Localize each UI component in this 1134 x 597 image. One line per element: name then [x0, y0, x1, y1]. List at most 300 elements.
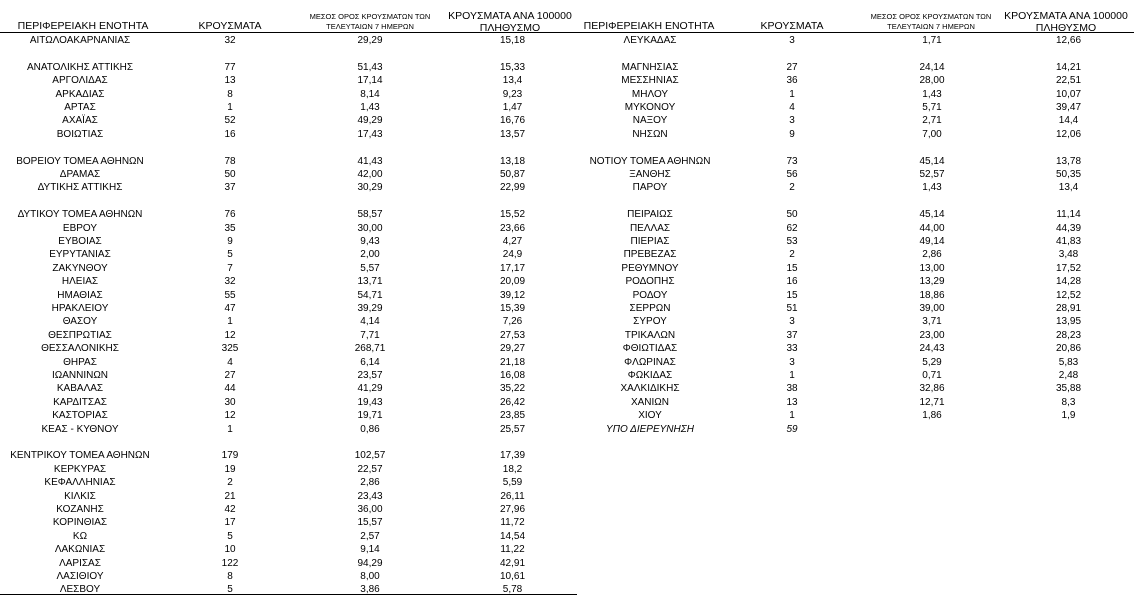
left-cell-region: ΖΑΚΥΝΘΟΥ	[52, 262, 108, 274]
right-cell-cases: 73	[786, 155, 798, 167]
left-cell-per: 10,61	[499, 571, 526, 582]
left-cell-region: ΔΥΤΙΚΟΥ ΤΟΜΕΑ ΑΘΗΝΩΝ	[17, 209, 143, 221]
left-cell-per: 5,59	[502, 477, 523, 489]
right-cell-cases: 27	[786, 61, 798, 73]
right-cell-per: 13,78	[1055, 155, 1082, 167]
right-cell-avg: 44,00	[919, 222, 945, 234]
left-cell-cases: 12	[224, 329, 236, 341]
left-cell-avg: 13,71	[357, 276, 383, 288]
right-table-row	[0, 101, 1134, 114]
right-cell-per: 12,06	[1055, 128, 1082, 140]
left-cell-region: ΔΡΑΜΑΣ	[59, 169, 101, 180]
left-cell-cases: 179	[221, 450, 239, 462]
left-per100k-header-line1: ΚΡΟΥΣΜΑΤΑ ΑΝΑ 100000	[448, 10, 572, 22]
left-cell-region: ΛΕΣΒΟΥ	[59, 584, 101, 596]
left-cell-region: ΛΑΣΙΘΙΟΥ	[56, 571, 104, 582]
right-table-row	[0, 61, 1134, 74]
right-cell-region: ΠΡΕΒΕΖΑΣ	[623, 249, 677, 261]
right-cell-per: 39,47	[1055, 102, 1082, 113]
right-cell-avg: 3,71	[922, 316, 942, 328]
left-table-row	[0, 503, 1134, 516]
right-cell-avg: 5,71	[922, 102, 942, 113]
left-cell-avg: 29,29	[357, 35, 383, 46]
right-cell-cases: 3	[789, 316, 795, 328]
left-cell-per: 50,87	[499, 169, 526, 180]
right-table-row	[0, 409, 1134, 422]
left-cell-per: 1,47	[502, 102, 523, 113]
left-table-row	[0, 516, 1134, 529]
right-cell-cases: 2	[789, 182, 795, 194]
right-per100k-header-line2: ΠΛΗΘΥΣΜΟ	[1035, 22, 1097, 34]
right-header-rule	[577, 32, 1134, 33]
left-cell-avg: 42,00	[357, 169, 383, 180]
right-cell-per: 28,91	[1055, 303, 1082, 314]
right-cell-avg: 32,86	[919, 383, 945, 395]
right-table-row	[0, 342, 1134, 355]
left-cell-cases: 10	[224, 544, 236, 556]
left-table-row	[0, 543, 1134, 556]
left-cell-cases: 1	[227, 423, 233, 435]
left-cell-region: ΕΒΡΟΥ	[62, 222, 98, 234]
left-cell-avg: 19,71	[357, 410, 383, 422]
left-cell-region: ΑΙΤΩΛΟΑΚΑΡΝΑΝΙΑΣ	[29, 35, 131, 46]
left-cell-per: 13,4	[502, 75, 523, 87]
left-cell-cases: 4	[227, 356, 233, 368]
left-cell-avg: 2,57	[360, 530, 380, 542]
right-cell-avg: 1,71	[922, 35, 942, 46]
right-cell-per: 44,39	[1055, 222, 1082, 234]
left-cell-per: 7,26	[502, 316, 523, 328]
left-cell-cases: 5	[227, 530, 233, 542]
right-cell-per: 12,66	[1055, 35, 1082, 46]
right-cell-region: ΠΙΕΡΙΑΣ	[630, 236, 670, 247]
right-table-row	[0, 356, 1134, 369]
right-cell-avg: 18,86	[919, 289, 945, 301]
right-table-row	[0, 74, 1134, 87]
right-avg-header-line1: ΜΕΣΟΣ ΟΡΟΣ ΚΡΟΥΣΜΑΤΩΝ ΤΩΝ	[870, 12, 992, 21]
right-cell-avg: 24,43	[919, 343, 945, 355]
left-cell-avg: 2,00	[360, 249, 380, 261]
right-cell-cases: 53	[786, 236, 798, 247]
left-cell-avg: 41,29	[357, 383, 383, 395]
left-cell-cases: 17	[224, 517, 236, 529]
left-cell-per: 15,52	[499, 209, 526, 221]
left-table-row	[0, 449, 1134, 462]
right-cell-per: 1,9	[1061, 410, 1076, 422]
right-cell-cases: 4	[789, 102, 795, 113]
right-cell-per: 17,52	[1055, 262, 1082, 274]
left-header-rule	[0, 32, 577, 33]
left-cell-region: ΛΑΚΩΝΙΑΣ	[54, 544, 106, 556]
right-cell-region: ΜΕΣΣΗΝΙΑΣ	[621, 75, 679, 87]
left-table-row	[0, 530, 1134, 543]
right-cell-cases: 3	[789, 35, 795, 46]
left-cell-cases: 8	[227, 88, 233, 100]
right-cell-region: ΡΟΔΟΥ	[632, 289, 668, 301]
right-table-row	[0, 396, 1134, 409]
left-cell-avg: 54,71	[357, 289, 383, 301]
left-cell-region: ΑΡΓΟΛΙΔΑΣ	[52, 75, 108, 87]
left-cell-region: ΘΕΣΠΡΩΤΙΑΣ	[48, 329, 112, 341]
left-cell-region: ΛΑΡΙΣΑΣ	[59, 557, 101, 569]
right-cell-avg: 52,57	[919, 169, 945, 180]
right-cell-per: 12,52	[1055, 289, 1082, 301]
left-cell-per: 15,39	[499, 303, 526, 314]
right-cell-per: 13,95	[1055, 316, 1082, 328]
left-cell-avg: 8,14	[360, 88, 380, 100]
right-table-row	[0, 329, 1134, 342]
right-cell-avg: 45,14	[919, 155, 945, 167]
left-table-row	[0, 476, 1134, 489]
left-cell-cases: 122	[221, 557, 239, 569]
right-table-row	[0, 248, 1134, 261]
right-cell-avg: 23,00	[919, 329, 945, 341]
left-cell-region: ΑΧΑΪΑΣ	[62, 115, 98, 127]
left-cell-per: 18,2	[502, 463, 523, 475]
right-cell-per: 11,14	[1056, 209, 1081, 221]
right-table-row	[0, 155, 1134, 168]
right-cell-cases: 36	[786, 75, 798, 87]
left-avg-header-line2: ΤΕΛΕΥΤΑΙΩΝ 7 ΗΜΕΡΩΝ	[326, 22, 414, 31]
left-cell-region: ΚΕΡΚΥΡΑΣ	[53, 463, 107, 475]
left-cell-per: 13,18	[499, 155, 526, 167]
left-cell-per: 15,33	[499, 61, 526, 73]
right-cell-region: ΠΑΡΟΥ	[632, 182, 668, 194]
left-cell-region: ΚΑΣΤΟΡΙΑΣ	[52, 410, 108, 422]
left-table-row	[0, 583, 1134, 596]
left-cell-avg: 94,29	[357, 557, 383, 569]
left-cell-cases: 7	[227, 262, 233, 274]
left-cell-avg: 58,57	[357, 209, 383, 221]
left-cell-per: 23,66	[499, 222, 526, 234]
left-cell-cases: 1	[227, 102, 233, 113]
left-cell-region: ΒΟΙΩΤΙΑΣ	[56, 128, 104, 140]
right-cell-cases: 59	[786, 423, 798, 435]
right-cell-cases: 3	[789, 356, 795, 368]
right-cell-cases: 1	[789, 410, 795, 422]
right-cell-cases: 13	[786, 396, 798, 408]
left-cell-avg: 3,86	[360, 584, 380, 596]
left-table-row	[0, 463, 1134, 476]
right-cell-region: ΜΗΛΟΥ	[631, 88, 669, 100]
left-cell-avg: 17,43	[357, 128, 383, 140]
left-cell-avg: 30,00	[357, 222, 383, 234]
right-table-row	[0, 168, 1134, 181]
left-cell-region: ΕΥΒΟΙΑΣ	[58, 236, 102, 247]
right-table-row	[0, 128, 1134, 141]
left-cell-per: 5,78	[502, 584, 523, 596]
right-cell-cases: 15	[786, 289, 798, 301]
left-cell-avg: 30,29	[357, 182, 383, 194]
left-cell-cases: 2	[227, 477, 233, 489]
left-cell-per: 14,54	[499, 530, 526, 542]
left-cell-region: ΚΕΑΣ - ΚΥΘΝΟΥ	[41, 423, 119, 435]
left-cell-cases: 77	[224, 61, 236, 73]
left-cell-cases: 5	[227, 249, 233, 261]
right-cell-cases: 16	[786, 276, 798, 288]
left-cell-avg: 6,14	[360, 356, 380, 368]
right-table-row	[0, 262, 1134, 275]
right-cell-region: ΜΑΓΝΗΣΙΑΣ	[621, 61, 679, 73]
right-cell-region: ΧΑΝΙΩΝ	[630, 396, 670, 408]
left-cell-avg: 23,57	[357, 370, 383, 381]
left-cell-per: 35,22	[499, 383, 526, 395]
right-cell-per: 20,86	[1055, 343, 1082, 355]
right-cell-avg: 13,00	[919, 262, 945, 274]
left-cell-avg: 15,57	[357, 517, 383, 529]
left-cell-per: 15,18	[499, 35, 526, 46]
left-cell-per: 16,76	[499, 115, 526, 127]
left-table-row	[0, 557, 1134, 570]
left-cell-per: 11,22	[500, 544, 525, 556]
right-cell-region: ΝΟΤΙΟΥ ΤΟΜΕΑ ΑΘΗΝΩΝ	[589, 155, 711, 167]
left-cell-cases: 44	[224, 383, 236, 395]
right-cell-region: ΦΛΩΡΙΝΑΣ	[624, 356, 676, 368]
right-cell-region: ΝΗΣΩΝ	[632, 128, 668, 140]
right-cell-region: ΧΑΛΚΙΔΙΚΗΣ	[620, 383, 680, 395]
left-cell-per: 24,9	[502, 249, 523, 261]
right-cell-region: ΦΘΙΩΤΙΔΑΣ	[622, 343, 678, 355]
left-cell-cases: 16	[224, 128, 236, 140]
right-cell-per: 50,35	[1055, 169, 1082, 180]
left-avg-header-line1: ΜΕΣΟΣ ΟΡΟΣ ΚΡΟΥΣΜΑΤΩΝ ΤΩΝ	[309, 12, 431, 21]
right-cell-region: ΝΑΞΟΥ	[632, 115, 668, 127]
right-table-row	[0, 315, 1134, 328]
left-cell-cases: 13	[224, 75, 236, 87]
left-cell-avg: 4,14	[360, 316, 380, 328]
left-cell-cases: 78	[224, 155, 236, 167]
left-cell-region: ΕΥΡΥΤΑΝΙΑΣ	[49, 249, 111, 261]
right-table-row	[0, 235, 1134, 248]
left-cell-cases: 42	[224, 504, 236, 515]
right-cell-cases: 50	[786, 209, 798, 221]
right-cell-cases: 9	[789, 128, 795, 140]
right-cell-per: 22,51	[1055, 75, 1082, 87]
right-cell-cases: 1	[789, 88, 795, 100]
right-cell-cases: 37	[786, 329, 798, 341]
left-cell-region: ΙΩΑΝΝΙΝΩΝ	[51, 370, 109, 381]
left-cell-avg: 41,43	[357, 155, 383, 167]
right-cell-avg: 7,00	[922, 128, 942, 140]
right-cell-per: 14,28	[1055, 276, 1082, 288]
left-cell-region: ΗΛΕΙΑΣ	[61, 276, 99, 288]
left-cell-region: ΘΗΡΑΣ	[63, 356, 97, 368]
right-cell-region: ΣΕΡΡΩΝ	[629, 303, 671, 314]
left-table-row	[0, 570, 1134, 583]
right-cell-avg: 49,14	[919, 236, 945, 247]
left-cell-region: ΑΡΤΑΣ	[64, 102, 96, 113]
right-cell-avg: 2,71	[922, 115, 942, 127]
left-cell-region: ΚΑΡΔΙΤΣΑΣ	[53, 396, 107, 408]
right-cell-avg: 45,14	[919, 209, 945, 221]
right-cases-header: ΚΡΟΥΣΜΑΤΑ	[760, 20, 824, 32]
right-table-row	[0, 289, 1134, 302]
right-cell-cases: 3	[789, 115, 795, 127]
right-table-row	[0, 181, 1134, 194]
right-cell-region: ΧΙΟΥ	[638, 410, 662, 422]
left-cell-per: 27,53	[499, 329, 526, 341]
right-table-row	[0, 382, 1134, 395]
left-cell-cases: 30	[224, 396, 236, 408]
left-cell-avg: 22,57	[357, 463, 383, 475]
left-cell-cases: 47	[224, 303, 236, 314]
left-cell-per: 20,09	[499, 276, 526, 288]
right-table-row	[0, 302, 1134, 315]
right-per100k-header-line1: ΚΡΟΥΣΜΑΤΑ ΑΝΑ 100000	[1004, 10, 1128, 22]
right-cell-cases: 1	[789, 370, 795, 381]
left-cell-region: ΘΕΣΣΑΛΟΝΙΚΗΣ	[41, 343, 119, 355]
left-cell-avg: 268,71	[354, 343, 386, 355]
left-cell-region: ΑΡΚΑΔΙΑΣ	[55, 88, 105, 100]
left-cell-region: ΒΟΡΕΙΟΥ ΤΟΜΕΑ ΑΘΗΝΩΝ	[16, 155, 144, 167]
right-cell-avg: 13,29	[919, 276, 945, 288]
left-cell-per: 22,99	[499, 182, 526, 194]
left-cell-region: ΑΝΑΤΟΛΙΚΗΣ ΑΤΤΙΚΗΣ	[26, 61, 134, 73]
right-cell-region: ΣΥΡΟΥ	[633, 316, 667, 328]
left-cell-per: 25,57	[499, 423, 526, 435]
left-cases-header: ΚΡΟΥΣΜΑΤΑ	[198, 20, 262, 32]
right-cell-per: 8,3	[1061, 396, 1076, 408]
left-cell-avg: 2,86	[360, 477, 380, 489]
left-cell-cases: 5	[227, 584, 233, 596]
right-table-row	[0, 114, 1134, 127]
left-cell-avg: 9,14	[360, 544, 380, 556]
right-cell-per: 3,48	[1058, 249, 1079, 261]
left-cell-region: ΚΟΖΑΝΗΣ	[56, 504, 104, 515]
left-cell-cases: 32	[224, 276, 236, 288]
left-cell-region: ΗΜΑΘΙΑΣ	[57, 289, 103, 301]
left-cell-avg: 7,71	[360, 329, 380, 341]
right-cell-region: ΥΠΟ ΔΙΕΡΕΥΝΗΣΗ	[606, 423, 694, 435]
left-cell-cases: 37	[224, 182, 236, 194]
right-cell-region: ΜΥΚΟΝΟΥ	[624, 102, 676, 113]
left-table-row	[0, 490, 1134, 503]
right-cell-cases: 38	[786, 383, 798, 395]
right-cell-cases: 2	[789, 249, 795, 261]
left-cell-region: ΚΙΛΚΙΣ	[64, 490, 96, 502]
right-cell-region: ΞΑΝΘΗΣ	[629, 169, 671, 180]
left-cell-avg: 39,29	[357, 303, 383, 314]
left-cell-region: ΚΕΦΑΛΛΗΝΙΑΣ	[44, 477, 116, 489]
left-cell-cases: 325	[221, 343, 239, 355]
left-cell-cases: 19	[224, 463, 236, 475]
right-cell-avg: 1,43	[922, 88, 942, 100]
left-cell-per: 23,85	[499, 410, 526, 422]
left-cell-cases: 12	[224, 410, 236, 422]
left-cell-region: ΚΩ	[72, 530, 88, 542]
right-cell-avg: 28,00	[919, 75, 945, 87]
left-cell-cases: 9	[227, 236, 233, 247]
left-cell-avg: 36,00	[357, 504, 383, 515]
right-cell-per: 28,23	[1055, 329, 1082, 341]
right-cell-avg: 2,86	[922, 249, 942, 261]
left-cell-cases: 1	[227, 316, 233, 328]
left-cell-region: ΚΕΝΤΡΙΚΟΥ ΤΟΜΕΑ ΑΘΗΝΩΝ	[10, 450, 150, 462]
left-cell-avg: 9,43	[360, 236, 380, 247]
right-cell-region: ΡΟΔΟΠΗΣ	[625, 276, 675, 288]
left-cell-per: 16,08	[499, 370, 526, 381]
right-cell-region: ΠΕΛΛΑΣ	[629, 222, 671, 234]
left-cell-region: ΚΑΒΑΛΑΣ	[56, 383, 104, 395]
right-table-row	[0, 34, 1134, 47]
left-cell-avg: 102,57	[354, 450, 386, 462]
left-cell-avg: 1,43	[360, 102, 380, 113]
right-cell-avg: 1,86	[922, 410, 942, 422]
left-cell-per: 26,42	[499, 396, 526, 408]
left-cell-per: 9,23	[502, 88, 523, 100]
right-cell-region: ΠΕΙΡΑΙΩΣ	[627, 209, 673, 221]
right-cell-per: 13,4	[1058, 182, 1079, 194]
right-cell-region: ΦΩΚΙΔΑΣ	[627, 370, 673, 381]
right-cell-region: ΤΡΙΚΑΛΩΝ	[624, 329, 676, 341]
left-cell-cases: 35	[224, 222, 236, 234]
left-cell-per: 39,12	[499, 289, 526, 301]
right-table-row	[0, 208, 1134, 221]
left-cell-region: ΘΑΣΟΥ	[62, 316, 98, 328]
right-cell-per: 2,48	[1058, 370, 1079, 381]
right-cell-avg: 5,29	[922, 356, 942, 368]
left-cell-per: 4,27	[502, 236, 523, 247]
left-cell-per: 27,96	[499, 504, 526, 515]
left-cell-region: ΚΟΡΙΝΘΙΑΣ	[52, 517, 108, 529]
left-cell-per: 42,91	[499, 557, 526, 569]
right-region-header: ΠΕΡΙΦΕΡΕΙΑΚΗ ΕΝΟΤΗΤΑ	[583, 20, 715, 32]
left-cell-avg: 49,29	[357, 115, 383, 127]
right-cell-avg: 39,00	[919, 303, 945, 314]
right-cell-avg: 12,71	[919, 396, 945, 408]
left-cell-avg: 5,57	[360, 262, 380, 274]
left-cell-cases: 8	[227, 571, 233, 582]
right-cell-avg: 1,43	[922, 182, 942, 194]
left-cell-avg: 19,43	[357, 396, 383, 408]
right-cell-cases: 15	[786, 262, 798, 274]
left-cell-cases: 76	[224, 209, 236, 221]
right-table-row	[0, 88, 1134, 101]
left-cell-region: ΗΡΑΚΛΕΙΟΥ	[51, 303, 109, 314]
left-cell-per: 17,17	[499, 262, 526, 274]
left-cell-cases: 27	[224, 370, 236, 381]
left-region-header: ΠΕΡΙΦΕΡΕΙΑΚΗ ΕΝΟΤΗΤΑ	[17, 20, 149, 32]
left-cell-avg: 17,14	[357, 75, 383, 87]
right-cell-cases: 33	[786, 343, 798, 355]
left-cell-per: 13,57	[499, 128, 526, 140]
right-avg-header-line2: ΤΕΛΕΥΤΑΙΩΝ 7 ΗΜΕΡΩΝ	[887, 22, 975, 31]
left-cell-avg: 8,00	[360, 571, 380, 582]
right-cell-region: ΡΕΘΥΜΝΟΥ	[621, 262, 679, 274]
left-cell-region: ΔΥΤΙΚΗΣ ΑΤΤΙΚΗΣ	[37, 182, 123, 194]
left-per100k-header-line2: ΠΛΗΘΥΣΜΟ	[479, 22, 541, 34]
right-cell-cases: 62	[786, 222, 798, 234]
right-table-row	[0, 369, 1134, 382]
left-cell-avg: 23,43	[357, 490, 383, 502]
left-cell-cases: 32	[224, 35, 236, 46]
right-table-row	[0, 423, 1134, 436]
right-cell-per: 5,83	[1058, 356, 1079, 368]
right-cell-avg: 24,14	[919, 61, 945, 73]
left-cell-cases: 21	[224, 490, 236, 502]
left-cell-cases: 55	[224, 289, 236, 301]
left-cell-per: 29,27	[499, 343, 526, 355]
right-cell-per: 14,4	[1058, 115, 1079, 127]
left-cell-per: 11,72	[500, 517, 525, 529]
right-cell-per: 10,07	[1055, 88, 1082, 100]
left-cell-per: 26,11	[500, 490, 525, 502]
right-cell-cases: 51	[786, 303, 798, 314]
right-cell-per: 41,83	[1055, 236, 1082, 247]
right-cell-per: 35,88	[1055, 383, 1082, 395]
right-cell-region: ΛΕΥΚΑΔΑΣ	[623, 35, 677, 46]
left-cell-avg: 0,86	[360, 423, 380, 435]
